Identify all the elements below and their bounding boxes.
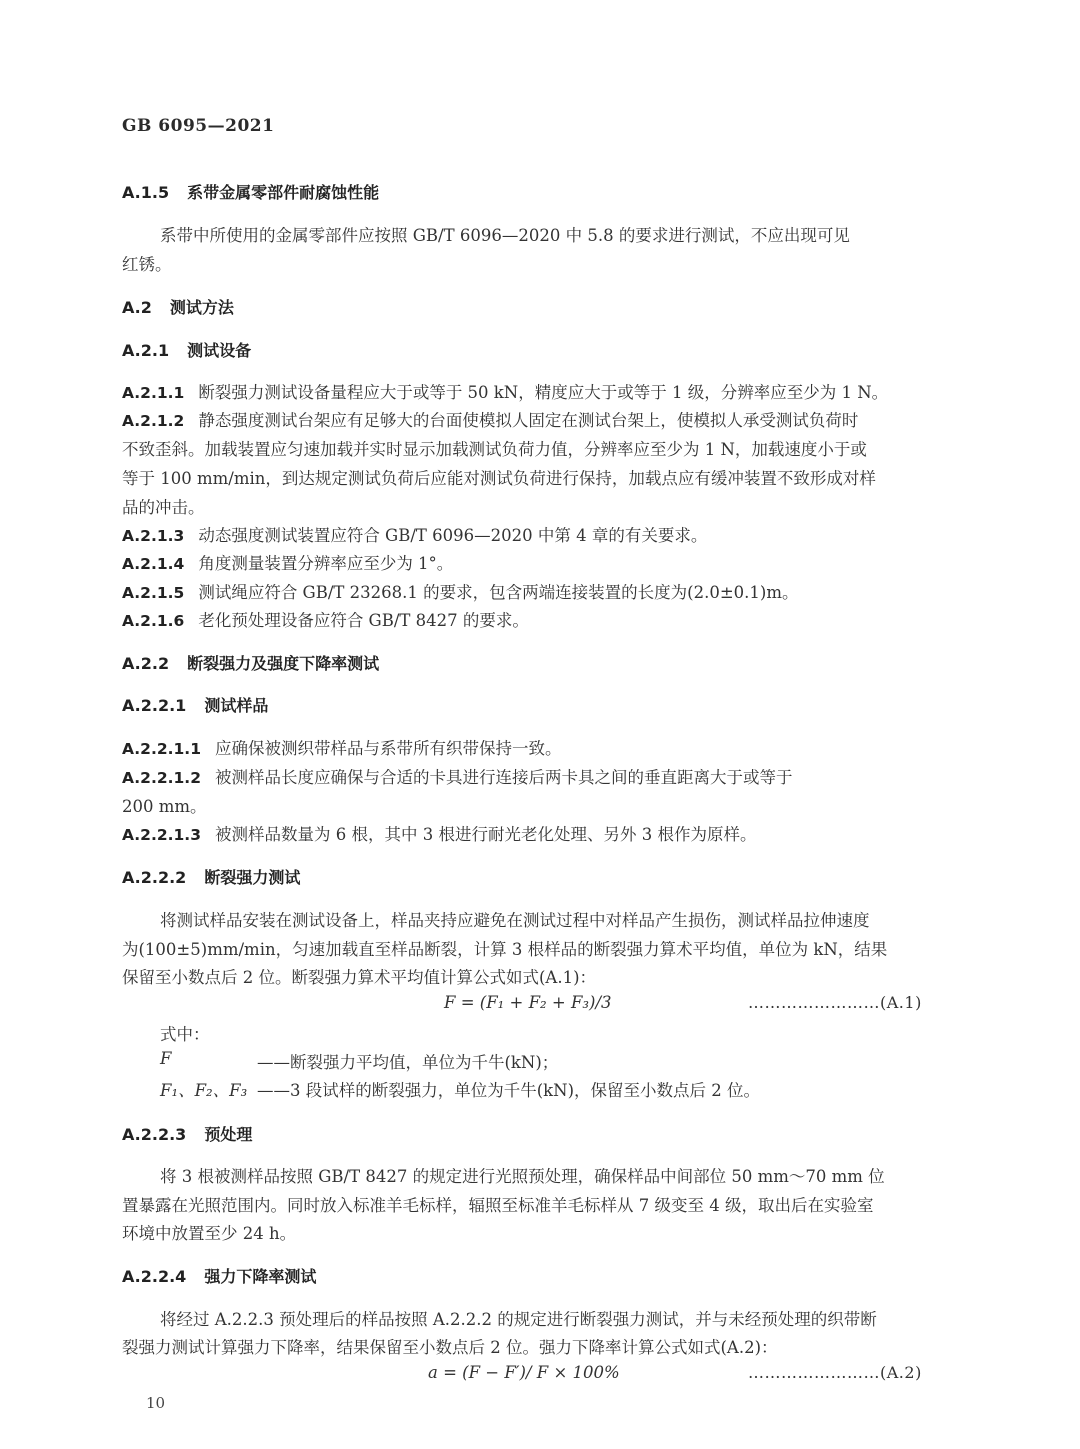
paragraph-line: 将 3 根被测样品按照 GB/T 8427 的规定进行光照预处理，确保样品中间部位 50 mm～70 mm 位 [160, 1167, 885, 1186]
paragraph-line: 置暴露在光照范围内。同时放入标准羊毛标样，辐照至标准羊毛标样从 7 级变至 4 级，取出后在实验室 [122, 1196, 874, 1215]
definition-symbol: F [160, 1049, 172, 1068]
section-heading-a21 [122, 338, 251, 361]
section-title: 系带金属零部件耐腐蚀性能 [187, 183, 380, 202]
paragraph-line: 保留至小数点后 2 位。断裂强力算术平均值计算公式如式(A.1)： [122, 968, 597, 987]
clause-number: A.2.1.4 [122, 555, 185, 573]
definition-text: ——断裂强力平均值，单位为千牛(kN)； [257, 1053, 559, 1072]
paragraph-line: 品的冲击。 [122, 498, 205, 517]
paragraph-line: 红锈。 [122, 255, 172, 274]
clause-a216 [122, 607, 529, 631]
section-title: 预处理 [204, 1125, 253, 1144]
section-heading-a221 [122, 693, 268, 716]
section-number: A.2.2 [122, 654, 170, 673]
clause-a215 [122, 579, 798, 603]
clause-text: 老化预处理设备应符合 GB/T 8427 的要求。 [198, 611, 529, 630]
where-label: 式中： [160, 1025, 210, 1044]
clause-a213 [122, 522, 707, 546]
section-title: 测试方法 [169, 298, 234, 317]
clause-text: 应确保被测织带样品与系带所有织带保持一致。 [214, 739, 562, 758]
clause-a212 [122, 407, 858, 431]
section-heading-a224 [122, 1264, 316, 1287]
section-number: A.2 [122, 298, 152, 317]
section-title: 测试样品 [204, 696, 269, 715]
paragraph-line: 等于 100 mm/min，到达规定测试负荷后应能对测试负荷进行保持，加载点应有缓冲装置不致形成对样 [122, 469, 876, 488]
clause-a214 [122, 550, 453, 574]
paragraph-line: 200 mm。 [122, 797, 207, 816]
clause-text: 断裂强力测试设备量程应大于或等于 50 kN，精度应大于或等于 1 级，分辨率应至少为 1 N。 [198, 383, 889, 402]
clause-number: A.2.1.1 [122, 384, 185, 402]
clause-text: 动态强度测试装置应符合 GB/T 6096—2020 中第 4 章的有关要求。 [198, 526, 708, 545]
clause-text: 被测样品长度应确保与合适的卡具进行连接后两卡具之间的垂直距离大于或等于 [214, 768, 793, 787]
clause-text: 角度测量装置分辨率应至少为 1°。 [198, 554, 454, 573]
paragraph-line: 为(100±5)mm/min，匀速加载直至样品断裂，计算 3 根样品的断裂强力算术平均值，单位为 kN，结果 [122, 940, 888, 959]
paragraph-line: 将经过 A.2.2.3 预处理后的样品按照 A.2.2.2 的规定进行断裂强力测试，并与未经预处理的织带断 [160, 1310, 877, 1329]
paragraph-line: 不致歪斜。加载装置应匀速加载并实时显示加载测试负荷力值，分辨率应至少为 1 N，加载速度小于或 [122, 440, 867, 459]
section-number: A.1.5 [122, 183, 170, 202]
paragraph-line: 环境中放置至少 24 h。 [122, 1224, 297, 1243]
clause-number: A.2.2.1.2 [122, 769, 201, 787]
section-heading-a223 [122, 1122, 252, 1145]
standard-code: GB 6095—2021 [122, 116, 275, 136]
clause-a2213 [122, 821, 756, 845]
clause-number: A.2.2.1.3 [122, 826, 201, 844]
section-heading-a2 [122, 295, 234, 318]
clause-text: 静态强度测试台架应有足够大的台面使模拟人固定在测试台架上，使模拟人承受测试负荷时 [198, 411, 859, 430]
section-title: 测试设备 [187, 341, 252, 360]
clause-a2211 [122, 735, 561, 759]
formula-a1: F = (F₁ + F₂ + F₃)/3 [444, 993, 612, 1012]
clause-number: A.2.1.2 [122, 412, 185, 430]
clause-number: A.2.1.3 [122, 527, 185, 545]
paragraph-line: 裂强力测试计算强力下降率，结果保留至小数点后 2 位。强力下降率计算公式如式(A.2)： [122, 1338, 778, 1357]
section-title: 断裂强力测试 [204, 868, 301, 887]
section-title: 断裂强力及强度下降率测试 [187, 654, 380, 673]
section-number: A.2.2.2 [122, 868, 187, 887]
section-number: A.2.2.1 [122, 696, 187, 715]
clause-number: A.2.2.1.1 [122, 740, 201, 758]
definition-symbol: F₁、F₂、F₃ [160, 1081, 248, 1100]
clause-text: 测试绳应符合 GB/T 23268.1 的要求，包含两端连接装置的长度为(2.0±0.1)m。 [198, 583, 799, 602]
section-heading-a15 [122, 180, 379, 203]
formula-ref-a2: ……………………(A.2) [748, 1363, 922, 1382]
section-heading-a222 [122, 865, 300, 888]
section-number: A.2.1 [122, 341, 170, 360]
formula-a2: a = (F − F′)/ F × 100% [428, 1363, 620, 1382]
paragraph-line: 将测试样品安装在测试设备上，样品夹持应避免在测试过程中对样品产生损伤，测试样品拉伸速度 [160, 911, 870, 930]
clause-text: 被测样品数量为 6 根，其中 3 根进行耐光老化处理、另外 3 根作为原样。 [214, 825, 757, 844]
formula-ref-a1: ……………………(A.1) [748, 993, 922, 1012]
page-number: 10 [146, 1394, 166, 1412]
clause-number: A.2.1.6 [122, 612, 185, 630]
section-number: A.2.2.3 [122, 1125, 187, 1144]
clause-number: A.2.1.5 [122, 584, 185, 602]
section-title: 强力下降率测试 [204, 1267, 317, 1286]
definition-text: ——3 段试样的断裂强力，单位为千牛(kN)，保留至小数点后 2 位。 [257, 1081, 761, 1100]
section-number: A.2.2.4 [122, 1267, 187, 1286]
section-heading-a22 [122, 651, 379, 674]
clause-a211 [122, 379, 888, 403]
clause-a2212 [122, 764, 792, 788]
paragraph-line: 系带中所使用的金属零部件应按照 GB/T 6096—2020 中 5.8 的要求进行测试，不应出现可见 [160, 226, 850, 245]
